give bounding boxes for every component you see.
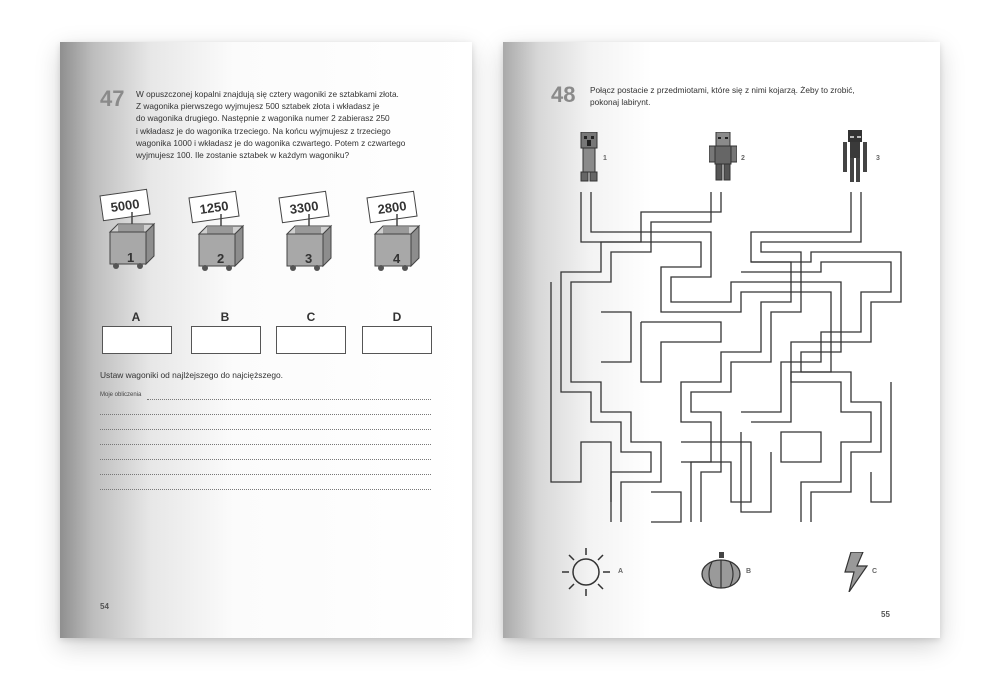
cart-number: 3 — [305, 251, 313, 266]
page-number: 54 — [100, 602, 109, 611]
answer-label-a: A — [131, 310, 141, 324]
writing-line[interactable] — [100, 489, 431, 490]
exercise-text-line: wagonika 1000 i wkładasz je do wagonika czwartego. Potem z czwartego — [136, 137, 406, 148]
item-label: A — [618, 568, 624, 575]
minecart-icon — [371, 214, 423, 276]
exercise-text-line: wyjmujesz 100. Ile zostanie sztabek w każdym wagoniku? — [136, 150, 350, 161]
cart-number: 1 — [127, 250, 135, 265]
answer-box-b[interactable] — [191, 326, 261, 354]
answer-label-c: C — [306, 310, 316, 324]
cart-number: 4 — [393, 251, 401, 266]
minecart-icon — [195, 214, 247, 276]
exercise-text-line: do wagonika drugiego. Następnie z wagonika numer 2 zabierasz 250 — [136, 113, 390, 124]
maze[interactable] — [541, 182, 911, 552]
sun-icon — [561, 547, 611, 597]
character-label: 1 — [603, 155, 607, 162]
exercise-text-line: Połącz postacie z przedmiotami, które się z nimi kojarzą. Żeby to zrobić, — [590, 85, 855, 95]
cart-sign: 3300 — [278, 191, 329, 223]
exercise-text-line: Z wagonika pierwszego wyjmujesz 500 sztabek złota i wkładasz je — [136, 101, 380, 112]
answer-label-d: D — [392, 310, 402, 324]
writing-line[interactable] — [100, 414, 431, 415]
exercise-text-line: W opuszczonej kopalni znajdują się cztery wagoniki ze sztabkami złota. — [136, 89, 399, 99]
order-instruction: Ustaw wagoniki od najlżejszego do najcięższego. — [100, 370, 283, 380]
exercise-number: 47 — [100, 86, 125, 111]
character-label: 2 — [741, 155, 745, 162]
exercise-text — [136, 88, 405, 161]
exercise-text-line: pokonaj labirynt. — [590, 97, 651, 108]
writing-line[interactable] — [100, 474, 431, 475]
exercise-number: 48 — [551, 82, 576, 107]
cart-sign: 1250 — [188, 191, 239, 223]
writing-line[interactable] — [100, 429, 431, 430]
cart-number: 2 — [217, 251, 225, 266]
exercise-text-line: i wkładasz je do wagonika trzeciego. Na końcu wyjmujesz z trzeciego — [136, 125, 391, 136]
page-number: 55 — [881, 610, 890, 619]
calculations-label: Moje obliczenia — [100, 392, 142, 398]
workbook-page-right — [503, 42, 940, 638]
writing-line[interactable] — [100, 459, 431, 460]
cart-sign: 2800 — [366, 191, 417, 223]
enderman-icon — [839, 130, 871, 184]
cart-sign: 5000 — [99, 189, 150, 221]
answer-box-c[interactable] — [276, 326, 346, 354]
zombie-icon — [709, 132, 737, 182]
creeper-icon — [579, 132, 599, 182]
item-label: C — [872, 568, 878, 575]
answer-box-a[interactable] — [102, 326, 172, 354]
minecart-icon — [283, 214, 335, 276]
lightning-icon — [843, 552, 869, 592]
pumpkin-icon — [700, 552, 742, 590]
writing-line[interactable] — [147, 399, 431, 400]
character-label: 3 — [876, 155, 880, 162]
workbook-page-left — [60, 42, 472, 638]
writing-line[interactable] — [100, 444, 431, 445]
item-label: B — [746, 568, 752, 575]
answer-label-b: B — [220, 310, 230, 324]
answer-box-d[interactable] — [362, 326, 432, 354]
exercise-text — [590, 84, 855, 108]
